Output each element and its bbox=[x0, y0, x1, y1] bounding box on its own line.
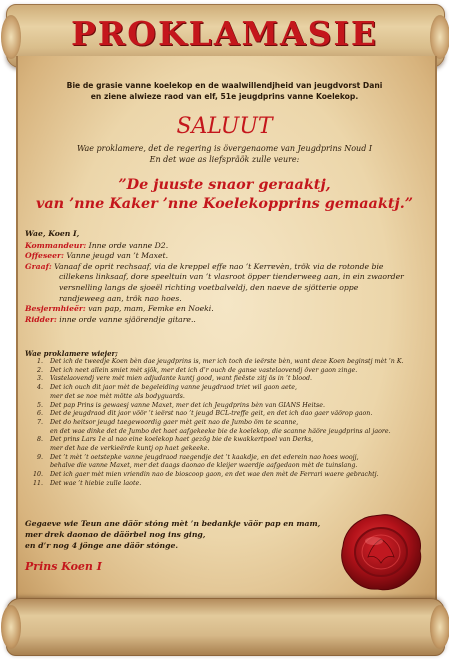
title-row bbox=[25, 262, 420, 273]
decree-text: Det pap Prins is gewaesj vanne Maxet, mer det ich Jeugdprins bèn van GIANS Heitse. bbox=[50, 401, 325, 409]
greeting-heading: SALUUT bbox=[176, 114, 273, 139]
title-text: van pap, mam, Femke en Noeki. bbox=[85, 304, 214, 314]
scroll-bottom-roll bbox=[6, 598, 445, 656]
decree-number: 10. bbox=[32, 471, 43, 479]
title-label: Ridder: bbox=[25, 314, 57, 324]
decree-number: 7. bbox=[36, 418, 43, 426]
decree-text: Det de jeugdraod dit jaor vöör ’t ieërst nao ’t jeugd BCL-treffe geit, en det ich dao gaer väörop gaon. bbox=[50, 410, 373, 418]
title-label: Graaf: bbox=[25, 261, 52, 271]
decree-number: 5. bbox=[36, 401, 43, 409]
titles-heading: Wae, Koen I, bbox=[25, 229, 80, 238]
page-title: PROKLAMASIE bbox=[70, 14, 379, 53]
decree-item bbox=[25, 454, 425, 463]
decree-item bbox=[25, 471, 425, 480]
motto-line: ”De juuste snaor geraaktj, bbox=[118, 176, 331, 193]
decree-item bbox=[25, 358, 425, 367]
decree-text: Det ’t mèt ’t oetstepke vanne jeugdraod raegendje det ’t kaakdje, en det ederein nao hoes woojj, bbox=[50, 453, 359, 461]
title-row-continued bbox=[25, 294, 420, 305]
decree-text: Det do heitsor jeugd taegewoordig gaer mèt geit nao de Jumbo öm te scanne, bbox=[50, 418, 299, 426]
title-row bbox=[25, 304, 420, 315]
decree-item bbox=[25, 384, 425, 393]
decree-number: 1. bbox=[36, 358, 43, 365]
wax-seal-icon bbox=[338, 511, 424, 593]
decree-item bbox=[25, 436, 425, 445]
intro-text bbox=[40, 80, 409, 102]
title-text: randjeweeg aan, trök nao hoes. bbox=[59, 293, 182, 303]
decree-number: 6. bbox=[36, 410, 43, 418]
decree-text: Det wae ’t hiebie zulle laote. bbox=[50, 479, 142, 487]
closing-line: mer drek daonao de däörbel nog ins ging, bbox=[25, 530, 206, 539]
decree-number: 2. bbox=[36, 366, 43, 374]
decree-number: 11. bbox=[32, 479, 43, 487]
decree-text: Det ich de tweedje Koen bèn dae jeugdprins is, mer ich toch de ieërste bèn, want deze Koen beginstj mèt ’n K. bbox=[50, 358, 404, 365]
intro-line: en ziene alwieze raod van elf, 51e jeugdprins vanne Koelekop. bbox=[90, 92, 359, 101]
decree-text: Det ich neet allein smiet mèt sjök, mer det ich d’r ouch de ganse vastelaovendj över gaon zinge. bbox=[50, 366, 358, 374]
greeting-sub-line: En det wae as liefspräök zulle veure: bbox=[149, 155, 300, 164]
decree-item bbox=[25, 367, 425, 376]
decree-text: Vastelaovendj vere mèt mien adjudante kuntj good, want fieëste zitj ös in ’t blood. bbox=[50, 375, 313, 383]
decree-list bbox=[25, 358, 425, 489]
title-row bbox=[25, 315, 420, 326]
decree-number: 9. bbox=[36, 453, 43, 461]
closing-line: en d’r nog 4 jönge ane däör stónge. bbox=[25, 541, 179, 550]
decree-continuation: mer det se noe mèt mötte als bodyguards. bbox=[50, 392, 185, 400]
decree-continuation: mer det hae de verkieërde kuntj op haet gekeeke. bbox=[50, 445, 210, 453]
decree-continuation: en det wae dinke det de Jumbo det haet aafgekeeke bie de koelekop, die scanne häöre jeugdprins al jaore. bbox=[50, 427, 391, 435]
title-text: inne orde vanne sjäörendje gitare.. bbox=[56, 314, 196, 324]
title-row-continued bbox=[25, 272, 420, 283]
decree-number: 3. bbox=[36, 375, 43, 383]
closing-line: Gegaeve wie Teun ane däör stóng mèt ’n bedankje väör pap en mam, bbox=[25, 519, 321, 528]
title-text: versnelling langs de sjoeël richting voetbalveldj, den naeve de sjötterie oppe bbox=[59, 282, 359, 292]
decree-text: Det ich gaer mèt mien vriendin nao de bioscoop gaon, en det wae den mèt de Ferrari waere gebrachtj. bbox=[50, 471, 379, 479]
title-label: Besjermhieër: bbox=[25, 304, 86, 314]
decree-text: Det ich ouch dit jaor mèt de begeleiding vanne jeugdraod triet wil gaon aete, bbox=[50, 384, 297, 392]
prince-titles bbox=[25, 229, 420, 325]
motto-line: van ’nne Kaker ’nne Koelekopprins gemaaktj.” bbox=[35, 195, 413, 212]
title-row bbox=[25, 251, 420, 262]
decree-item bbox=[25, 480, 425, 489]
title-text: Inne orde vanne D2. bbox=[86, 240, 169, 250]
decree-item bbox=[25, 410, 425, 419]
greeting-subtext bbox=[40, 143, 409, 165]
title-row bbox=[25, 241, 420, 252]
decree-continuation: behalve die vanne Maxet, mer det daags daonao de kleijer waerdje aafgedaon mèt de tuinslang. bbox=[50, 462, 358, 470]
title-label: Kommandeur: bbox=[25, 240, 87, 250]
title-label: Offeseer: bbox=[25, 251, 64, 261]
decree-item bbox=[25, 402, 425, 411]
greeting-sub-line: Wae proklamere, det de regering is övergenaome van Jeugdprins Noud I bbox=[76, 144, 373, 153]
title-text: Vanaaf de oprit rechsaaf, via de kreppel effe nao ’t Kerrevèn, trök via de rotonde bie bbox=[51, 261, 384, 271]
decree-item bbox=[25, 375, 425, 384]
title-text: cillekens linksaaf, dore speeltuin van ’t vlasroot öpper tienderweeg aan, in ein zwaorder bbox=[59, 272, 404, 282]
decree-number: 4. bbox=[36, 384, 43, 392]
title-row-continued bbox=[25, 283, 420, 294]
decree-item bbox=[25, 419, 425, 428]
title-text: Vanne jeugd van ’t Maxet. bbox=[63, 251, 169, 261]
signature: Prins Koen I bbox=[25, 560, 102, 573]
decrees-heading: Wae proklamere wiejer; bbox=[25, 349, 118, 358]
closing-text bbox=[25, 518, 345, 551]
decree-number: 8. bbox=[36, 436, 43, 444]
decree-text: Det prins Lars 1e al nao eine koelekop haet gezög bie de kwakkertpoel van Derks, bbox=[50, 436, 314, 444]
intro-line: Bie de grasie vanne koelekop en de waalwillendjheid van jeugdvorst Dani bbox=[66, 81, 383, 90]
motto-quote bbox=[18, 175, 431, 213]
